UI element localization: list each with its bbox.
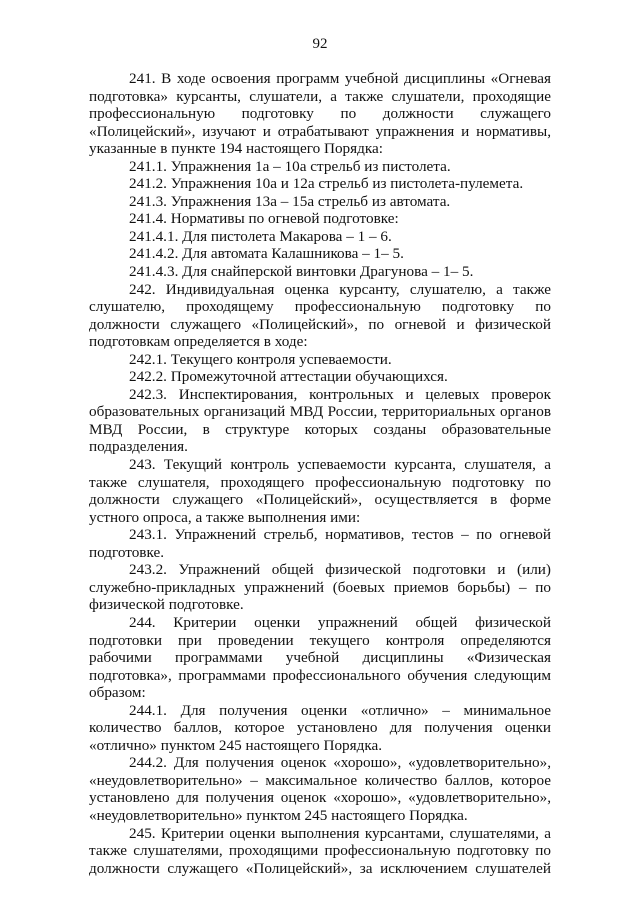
- document-body: [89, 70, 551, 877]
- paragraph-241-4-3: 241.4.3. Для снайперской винтовки Драгунова – 1– 5.: [129, 263, 474, 281]
- paragraph-242-1: 242.1. Текущего контроля успеваемости.: [129, 350, 392, 368]
- paragraph-241-4-2: 241.4.2. Для автомата Калашникова – 1– 5.: [129, 245, 404, 263]
- paragraph-242-2: 242.2. Промежуточной аттестации обучающихся.: [129, 368, 448, 386]
- paragraph-244-2: 244.2. Для получения оценок «хорошо», «удовлетворительно», «неудовлетворительно» – максимальное количество баллов, которое установлено для получения оценок «хорошо», «удовлетворительно», «неудовлетворительно» пунктом 245 настоящего Порядка.: [89, 754, 551, 824]
- paragraph-243-1: 243.1. Упражнений стрельб, нормативов, тестов – по огневой подготовке.: [89, 526, 551, 561]
- paragraph-243: 243. Текущий контроль успеваемости курсанта, слушателя, а также слушателя, проходящего профессиональную подготовку по должности служащего «Полицейский», осуществляется в форме устного опроса, а также выполнения ими:: [89, 456, 551, 526]
- paragraph-241: 241. В ходе освоения программ учебной дисциплины «Огневая подготовка» курсанты, слушатели, а также слушатели, проходящие профессиональную подготовку по должности служащего «Полицейский», изучают и отрабатывают упражнения и нормативы, указанные в пункте 194 настоящего Порядка:: [89, 70, 551, 158]
- paragraph-243-2: 243.2. Упражнений общей физической подготовки и (или) служебно-прикладных упражнений (боевых приемов борьбы) – по физической подготовке.: [89, 561, 551, 614]
- paragraph-241-1: 241.1. Упражнения 1а – 10а стрельб из пистолета.: [129, 157, 451, 175]
- paragraph-244: 244. Критерии оценки упражнений общей физической подготовки при проведении текущего контроля определяются рабочими программами учебной дисциплины «Физическая подготовка», программами профессионального обучения следующим образом:: [89, 613, 551, 702]
- paragraph-241-4-1: 241.4.1. Для пистолета Макарова – 1 – 6.: [129, 227, 392, 245]
- paragraph-244-1: 244.1. Для получения оценки «отлично» – минимальное количество баллов, которое установлено для получения оценки «отлично» пунктом 245 настоящего Порядка.: [89, 701, 551, 754]
- paragraph-241-2: 241.2. Упражнения 10а и 12а стрельб из пистолета-пулемета.: [129, 175, 524, 193]
- paragraph-245: 245. Критерии оценки выполнения курсантами, слушателями, а также слушателями, проходящими профессиональную подготовку по должности служащего «Полицейский», за исключением слушателей: [89, 824, 551, 877]
- paragraph-242: 242. Индивидуальная оценка курсанту, слушателю, а также слушателю, проходящему профессиональную подготовку по должности служащего «Полицейский», по огневой и физической подготовкам определяется в ходе:: [89, 280, 551, 351]
- page-number: 92: [312, 36, 328, 52]
- paragraph-242-3: 242.3. Инспектирования, контрольных и целевых проверок образовательных организаций МВД России, территориальных органов МВД России, в структуре которых созданы образовательные подразделения.: [89, 385, 551, 456]
- paragraph-241-3: 241.3. Упражнения 13а – 15а стрельб из автомата.: [129, 192, 451, 210]
- paragraph-241-4: 241.4. Нормативы по огневой подготовке:: [129, 210, 399, 228]
